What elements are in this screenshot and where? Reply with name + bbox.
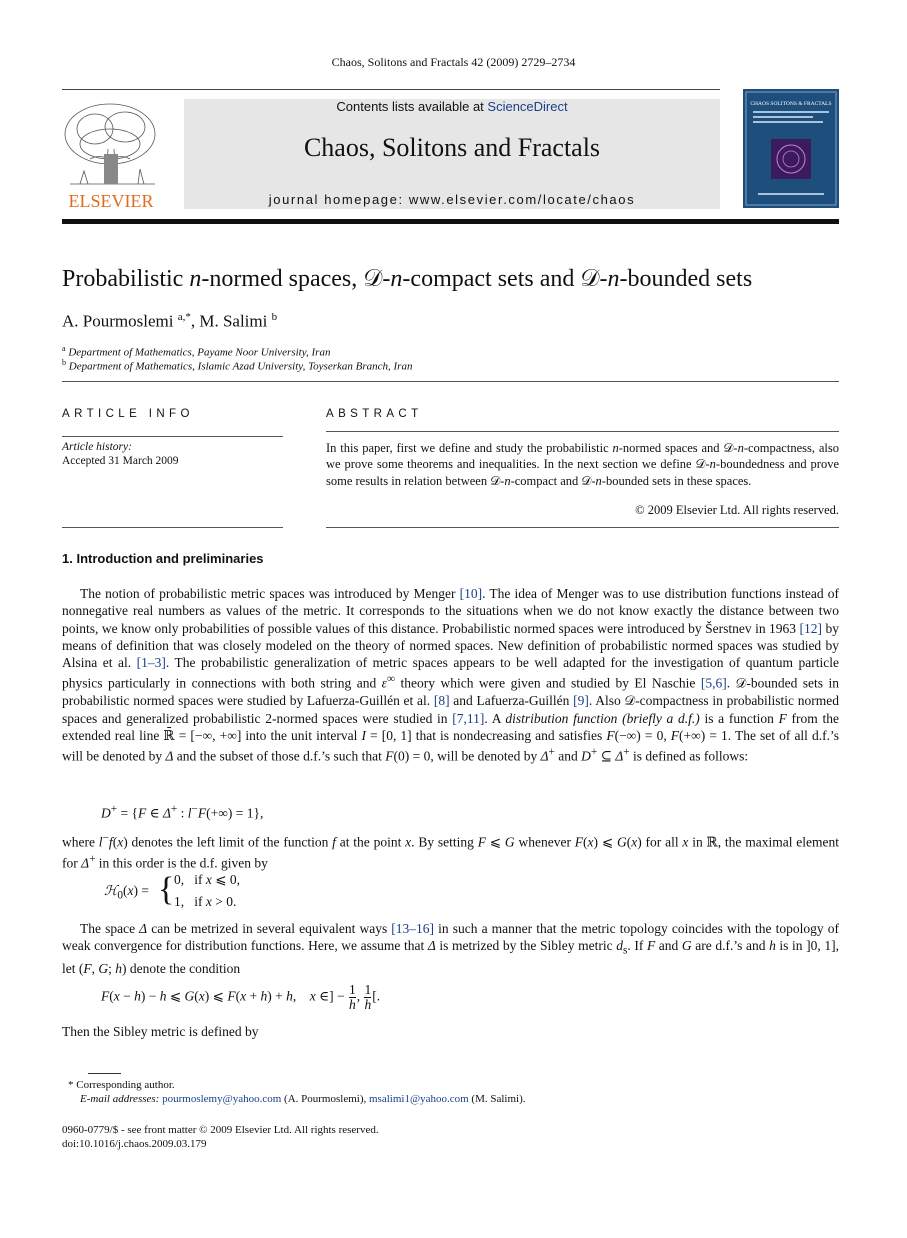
header-rule xyxy=(62,89,720,90)
divider xyxy=(326,527,839,528)
article-authors: A. Pourmoslemi $^{a,*}$, M. Salimi $^b$ xyxy=(62,311,278,331)
cover-image xyxy=(743,89,839,208)
divider xyxy=(62,381,839,382)
equation-dplus: D+ = {F ∈ Δ+ : l−F(+∞) = 1}, xyxy=(101,803,264,821)
divider xyxy=(62,436,283,437)
divider xyxy=(62,527,283,528)
journal-homepage[interactable]: journal homepage: www.elsevier.com/locate/chaos xyxy=(268,192,636,207)
equation-condition: F(x − h) − h ⩽ G(x) ⩽ F(x + h) + h, x ∈] − $\frac{1}{h}$ , $\frac{1}{h}$ [. xyxy=(101,982,381,1012)
affiliation-a: $^a$ Department of Mathematics, Payame Noor University, Iran xyxy=(62,344,331,359)
elsevier-logo xyxy=(60,99,163,211)
email-link-1[interactable]: pourmoslemy@yahoo.com xyxy=(162,1093,282,1105)
issn-line: 0960-0779/$ - see front matter © 2009 Elsevier Ltd. All rights reserved. xyxy=(62,1124,379,1136)
divider xyxy=(326,431,839,432)
affiliation-b: $^b$ Department of Mathematics, Islamic Azad University, Toyserkan Branch, Iran xyxy=(62,358,413,373)
elsevier-tree-icon xyxy=(60,99,163,211)
doi-line[interactable]: doi:10.1016/j.chaos.2009.03.179 xyxy=(62,1138,207,1150)
journal-name: Chaos, Solitons and Fractals xyxy=(303,133,601,162)
svg-text:CHAOS SOLITONS & FRACTALS: CHAOS SOLITONS & FRACTALS xyxy=(750,101,832,107)
journal-cover xyxy=(743,89,839,208)
history-label: Article history: xyxy=(62,441,132,453)
footnote-corresponding: * Corresponding author. xyxy=(68,1079,175,1091)
intro-paragraph-2: where l−f(x) denotes the left limit of the function f at the point x. By setting F ⩽ G whenever F(x) ⩽ G(x) for all x in ℝ, the maximal element for Δ+ in this order is the d.f. given by xyxy=(62,832,840,871)
email-link-2[interactable]: msalimi1@yahoo.com xyxy=(369,1093,469,1105)
footnote-rule xyxy=(88,1073,121,1074)
footnote-emails: E-mail addresses: pourmoslemy@yahoo.com (A. Pourmoslemi), msalimi1@yahoo.com (M. Salimi). xyxy=(80,1093,526,1105)
contents-line: Contents lists available at ScienceDirect xyxy=(336,99,568,114)
intro-paragraph-4: Then the Sibley metric is defined by xyxy=(62,1024,259,1039)
journal-banner xyxy=(184,99,720,209)
running-head: Chaos, Solitons and Fractals 42 (2009) 2729–2734 xyxy=(331,55,576,69)
svg-text:ELSEVIER: ELSEVIER xyxy=(68,191,154,211)
abstract-copyright: © 2009 Elsevier Ltd. All rights reserved. xyxy=(635,503,839,517)
accepted-date: Accepted 31 March 2009 xyxy=(62,455,179,467)
abstract-heading: ABSTRACT xyxy=(326,408,423,420)
article-title: Probabilistic n-normed spaces, 𝒟-n-compact sets and 𝒟-n-bounded sets xyxy=(62,266,753,292)
header-thick-rule xyxy=(62,219,839,224)
intro-paragraph-1: The notion of probabilistic metric spaces was introduced by Menger [10]. The idea of Menger was to use distribution functions instead of nonnegative real numbers as values of the metric. It corresponds to the situations when we do not know exactly the distance between two points, we know only probabilities of possible values of this distance. Probabilistic normed spaces were introduced by Šerstnev in 1963 [12] by means of definition that was closely modeled on the theory of normed spaces. New definition of probabilistic normed spaces was studied by Alsina et al. [1–3]. The probabilistic generalization of metric spaces appears to be well adapted for the investigation of quantum particle physics particularly in connections with both string and ε∞ theory which were given and studied by El Naschie [5,6]. 𝒟-bounded sets in probabilistic normed spaces were studied by Lafuerza-Guillén et al. [8] and Lafuerza-Guillén [9]. Also 𝒟-compactness in probabilistic normed spaces and generalized probabilistic 2-normed spaces were studied in [7,11]. A distribution function (briefly a d.f.) is a function F from the extended real line ℝ̄ = [−∞, +∞] into the unit interval I = [0, 1] that is nondecreasing and satisfies F(−∞) = 0, F(+∞) = 1. The set of all d.f.’s will be denoted by Δ and the subset of those d.f.’s such that F(0) = 0, will be denoted by Δ+ and D+ ⊆ Δ+ is defined as follows: xyxy=(62,586,840,764)
intro-paragraph-3: The space Δ can be metrized in several equivalent ways [13–16] in such a manner that the metric topology coincides with the topology of weak convergence for distribution functions. Here, we assume that Δ is metrized by the Sibley metric $d_s$. If F and G are d.f.’s and h is in ]0, 1], let (F, G; h) denote the condition xyxy=(62,921,839,977)
abstract-text: In this paper, first we define and study the probabilistic n-normed spaces and 𝒟-n-compactness, also we prove some theorems and inequalities. In the next section we define 𝒟-n-boundedness and prove some results in relation between 𝒟-n-compact and 𝒟-n-bounded sets in these spaces. xyxy=(326,441,840,488)
section-heading: 1. Introduction and preliminaries xyxy=(62,551,264,566)
sciencedirect-link[interactable]: ScienceDirect xyxy=(487,99,568,114)
article-info-heading: ARTICLE INFO xyxy=(62,408,194,420)
